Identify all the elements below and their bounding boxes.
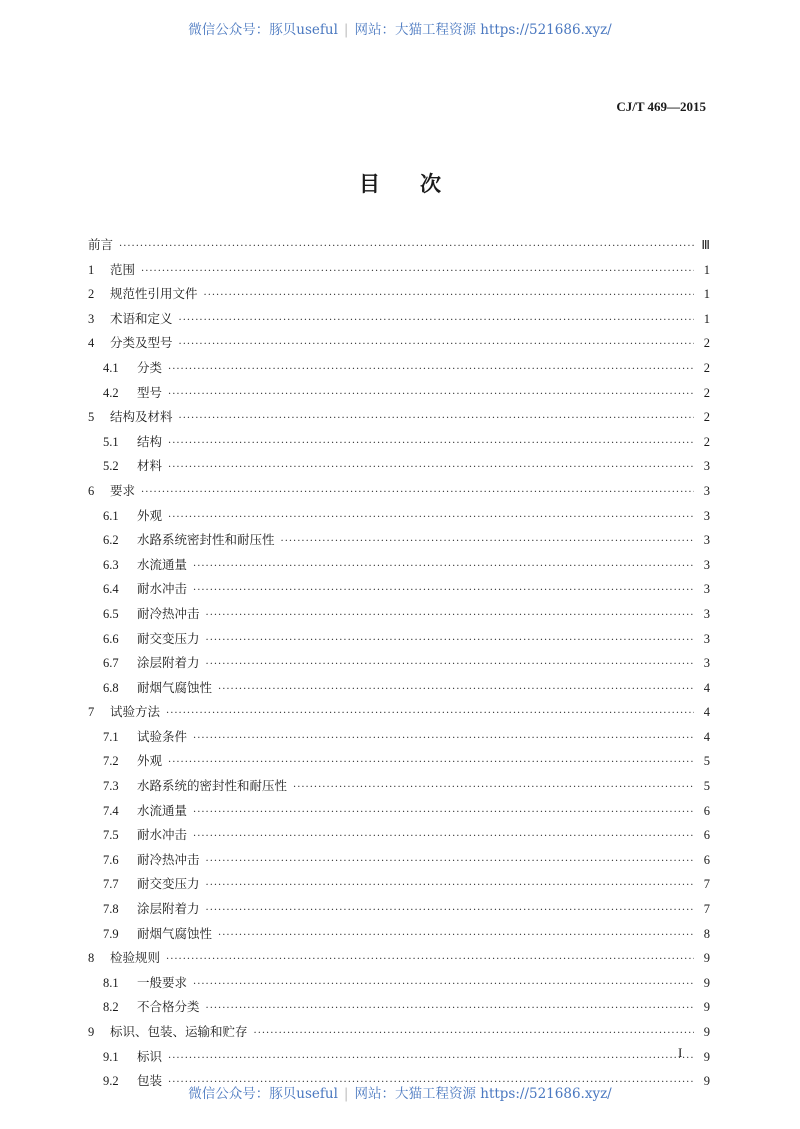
toc-entry-number: 7.9 bbox=[103, 926, 119, 941]
toc-entry[interactable] bbox=[88, 307, 710, 332]
toc-entry-title: 耐交变压力 bbox=[137, 876, 200, 892]
toc-entry-page: 8 bbox=[703, 926, 710, 941]
toc-entry[interactable] bbox=[88, 1045, 710, 1070]
toc-entry-title: 结构及材料 bbox=[110, 409, 173, 425]
toc-entry[interactable] bbox=[88, 725, 710, 750]
toc-entry-page: 9 bbox=[703, 1025, 710, 1039]
toc-entry-title: 水流通量 bbox=[137, 802, 188, 818]
toc-entry[interactable] bbox=[88, 995, 710, 1020]
toc-entry-title: 分类 bbox=[137, 359, 163, 375]
toc-dot-leader bbox=[168, 358, 694, 383]
toc-entry-number: 5 bbox=[88, 410, 95, 425]
toc-dot-leader bbox=[166, 702, 694, 727]
watermark-left: 微信公众号：豚贝useful bbox=[188, 1086, 338, 1102]
toc-entry-page: 2 bbox=[703, 385, 710, 400]
standard-code: CJ/T 469—2015 bbox=[616, 99, 706, 114]
toc-entry[interactable] bbox=[88, 971, 710, 996]
toc-entry-title: 涂层附着力 bbox=[137, 901, 200, 917]
toc-dot-leader bbox=[206, 653, 694, 678]
toc-entry-number: 1 bbox=[88, 262, 95, 277]
toc-entry[interactable] bbox=[88, 676, 710, 701]
toc-entry-title: 试验条件 bbox=[137, 728, 188, 744]
toc-entry[interactable] bbox=[88, 577, 710, 602]
toc-entry-title: 标识 bbox=[137, 1048, 163, 1064]
toc-entry-page: 3 bbox=[703, 459, 710, 474]
toc-entry[interactable] bbox=[88, 405, 710, 430]
toc-entry-title: 检验规则 bbox=[110, 950, 161, 966]
toc-entry-page: 6 bbox=[703, 852, 710, 867]
toc-dot-leader bbox=[206, 899, 694, 924]
toc-entry-number: 7.5 bbox=[103, 828, 119, 843]
toc-entry-title: 耐水冲击 bbox=[137, 581, 188, 597]
toc-entry[interactable] bbox=[88, 848, 710, 873]
toc-entry-title: 耐冷热冲击 bbox=[137, 605, 200, 621]
page-number: I bbox=[678, 1045, 683, 1060]
watermark-bottom bbox=[0, 1082, 800, 1102]
toc-entry-page: 1 bbox=[703, 311, 710, 326]
toc-entry[interactable] bbox=[88, 381, 710, 406]
toc-entry-number: 6.4 bbox=[103, 582, 119, 597]
toc-entry-title: 耐烟气腐蚀性 bbox=[137, 679, 213, 695]
toc-dot-leader bbox=[193, 825, 694, 850]
toc-dot-leader bbox=[281, 530, 694, 555]
toc-entry-page: 7 bbox=[703, 877, 710, 892]
toc-entry-page: 4 bbox=[703, 705, 710, 720]
toc-entry-number: 6 bbox=[88, 483, 95, 498]
toc-entry-number: 7.4 bbox=[103, 803, 119, 818]
toc-entry[interactable] bbox=[88, 233, 710, 258]
toc-entry-title: 要求 bbox=[110, 482, 136, 498]
watermark-right: 网站：大猫工程资源 https://521686.xyz/ bbox=[354, 1086, 612, 1102]
toc-entry-number: 8 bbox=[88, 951, 95, 966]
toc-dot-leader bbox=[206, 850, 694, 875]
toc-entry-number: 4 bbox=[88, 336, 95, 351]
toc-entry[interactable] bbox=[88, 922, 710, 947]
toc-entry-title: 一般要求 bbox=[137, 974, 188, 990]
toc-entry[interactable] bbox=[88, 1020, 710, 1045]
toc-entry-number: 7.3 bbox=[103, 779, 119, 794]
page-title: 目次 bbox=[359, 171, 481, 196]
toc-dot-leader bbox=[206, 874, 694, 899]
toc-entry-title: 结构 bbox=[137, 433, 163, 449]
toc-entry[interactable] bbox=[88, 651, 710, 676]
toc-entry[interactable] bbox=[88, 897, 710, 922]
toc-dot-leader bbox=[193, 801, 694, 826]
toc-entry-title: 包装 bbox=[137, 1073, 163, 1089]
toc-entry-title: 前言 bbox=[88, 237, 114, 252]
toc-entry[interactable] bbox=[88, 258, 710, 283]
watermark-separator: | bbox=[343, 1086, 349, 1102]
toc-entry-page: 3 bbox=[703, 656, 710, 671]
toc-entry[interactable] bbox=[88, 430, 710, 455]
toc-entry-page: 5 bbox=[703, 779, 710, 794]
toc-entry-page: 1 bbox=[703, 287, 710, 302]
toc-entry[interactable] bbox=[88, 799, 710, 824]
toc-entry-page: Ⅲ bbox=[701, 238, 710, 252]
toc-entry[interactable] bbox=[88, 331, 710, 356]
toc-dot-leader bbox=[193, 579, 694, 604]
toc-dot-leader bbox=[179, 407, 694, 432]
toc-entry-number: 9.1 bbox=[103, 1049, 119, 1064]
toc-entry-title: 水流通量 bbox=[137, 556, 188, 572]
watermark-right: 网站：大猫工程资源 https://521686.xyz/ bbox=[354, 22, 612, 38]
toc-entry[interactable] bbox=[88, 774, 710, 799]
toc-entry-page: 3 bbox=[703, 606, 710, 621]
toc-dot-leader bbox=[193, 973, 694, 998]
toc-entry-number: 6.8 bbox=[103, 680, 119, 695]
toc-entry-title: 不合格分类 bbox=[137, 999, 200, 1015]
toc-entry-title: 水路系统密封性和耐压性 bbox=[137, 532, 275, 548]
toc-entry[interactable] bbox=[88, 700, 710, 725]
toc-entry-number: 5.2 bbox=[103, 459, 119, 474]
toc-entry-title: 材料 bbox=[137, 458, 163, 474]
toc-entry-number: 6.2 bbox=[103, 533, 119, 548]
toc-dot-leader bbox=[168, 1047, 694, 1072]
toc-dot-leader bbox=[179, 309, 694, 334]
toc-entry-title: 耐水冲击 bbox=[137, 827, 188, 843]
toc-entry-title: 外观 bbox=[137, 753, 163, 769]
toc-entry-number: 8.2 bbox=[103, 1000, 119, 1015]
toc-entry-number: 6.5 bbox=[103, 606, 119, 621]
toc-dot-leader bbox=[204, 284, 694, 309]
toc-entry-page: 3 bbox=[703, 557, 710, 572]
toc-entry-number: 9 bbox=[88, 1025, 95, 1039]
toc-entry-number: 6.1 bbox=[103, 508, 119, 523]
toc-entry-number: 7.6 bbox=[103, 852, 119, 867]
toc-dot-leader bbox=[168, 432, 694, 457]
toc-entry-number: 6.3 bbox=[103, 557, 119, 572]
toc-entry-title: 型号 bbox=[137, 384, 163, 400]
toc-entry-title: 试验方法 bbox=[110, 704, 161, 720]
toc-entry-page: 9 bbox=[703, 1049, 710, 1064]
toc-dot-leader bbox=[168, 506, 694, 531]
toc-dot-leader bbox=[293, 776, 694, 801]
toc-dot-leader bbox=[206, 997, 694, 1022]
toc-entry-number: 2 bbox=[88, 287, 95, 302]
toc-entry[interactable] bbox=[88, 627, 710, 652]
toc-entry[interactable] bbox=[88, 872, 710, 897]
toc-entry-page: 9 bbox=[703, 975, 710, 990]
toc-entry-number: 7.7 bbox=[103, 877, 119, 892]
toc-entry[interactable] bbox=[88, 282, 710, 307]
toc-entry[interactable] bbox=[88, 454, 710, 479]
toc-entry-number: 4.2 bbox=[103, 385, 119, 400]
toc-entry-page: 9 bbox=[703, 1000, 710, 1015]
toc-entry-page: 1 bbox=[703, 262, 710, 277]
toc-dot-leader bbox=[141, 260, 694, 285]
watermark-top bbox=[0, 18, 800, 38]
toc-entry-title: 耐交变压力 bbox=[137, 630, 200, 646]
toc-dot-leader bbox=[193, 727, 694, 752]
toc-entry-page: 3 bbox=[703, 582, 710, 597]
toc-entry-number: 8.1 bbox=[103, 975, 119, 990]
toc-entry[interactable] bbox=[88, 504, 710, 529]
toc-dot-leader bbox=[168, 751, 694, 776]
toc-entry-title: 术语和定义 bbox=[110, 310, 173, 326]
toc-dot-leader bbox=[168, 456, 694, 481]
toc-entry-page: 5 bbox=[703, 754, 710, 769]
toc-dot-leader bbox=[193, 555, 694, 580]
toc-entry-title: 外观 bbox=[137, 507, 163, 523]
toc-entry-page: 3 bbox=[703, 508, 710, 523]
watermark-separator: | bbox=[343, 22, 349, 38]
toc-entry-title: 耐烟气腐蚀性 bbox=[137, 925, 213, 941]
toc-entry[interactable] bbox=[88, 946, 710, 971]
toc-entry-number: 7.8 bbox=[103, 902, 119, 917]
toc-dot-leader bbox=[166, 948, 694, 973]
toc-entry-title: 水路系统的密封性和耐压性 bbox=[137, 778, 288, 794]
toc-entry-page: 4 bbox=[703, 729, 710, 744]
toc-entry-number: 6.7 bbox=[103, 656, 119, 671]
toc-entry-page: 3 bbox=[703, 483, 710, 498]
toc-entry-number: 7 bbox=[88, 705, 95, 720]
toc-entry-title: 规范性引用文件 bbox=[110, 286, 198, 302]
toc-dot-leader bbox=[206, 604, 694, 629]
toc-dot-leader bbox=[206, 629, 694, 654]
table-of-contents bbox=[88, 233, 710, 1094]
toc-entry-number: 9.2 bbox=[103, 1074, 119, 1089]
toc-entry[interactable] bbox=[88, 749, 710, 774]
toc-entry-number: 5.1 bbox=[103, 434, 119, 449]
toc-entry[interactable] bbox=[88, 356, 710, 381]
toc-entry-number: 4.1 bbox=[103, 360, 119, 375]
toc-entry[interactable] bbox=[88, 528, 710, 553]
toc-entry-page: 6 bbox=[703, 828, 710, 843]
toc-entry-number: 6.6 bbox=[103, 631, 119, 646]
toc-entry-title: 耐冷热冲击 bbox=[137, 851, 200, 867]
toc-entry-page: 2 bbox=[703, 360, 710, 375]
toc-entry-page: 6 bbox=[703, 803, 710, 818]
toc-entry-number: 7.2 bbox=[103, 754, 119, 769]
watermark-left: 微信公众号：豚贝useful bbox=[188, 22, 338, 38]
toc-entry-page: 9 bbox=[703, 951, 710, 966]
toc-entry-title: 标识、包装、运输和贮存 bbox=[110, 1024, 248, 1039]
toc-entry-number: 7.1 bbox=[103, 729, 119, 744]
toc-entry-title: 分类及型号 bbox=[110, 335, 173, 351]
toc-dot-leader bbox=[179, 333, 694, 358]
toc-dot-leader bbox=[119, 235, 694, 260]
toc-entry-page: 2 bbox=[703, 410, 710, 425]
toc-dot-leader bbox=[218, 924, 694, 949]
toc-dot-leader bbox=[254, 1022, 694, 1047]
toc-entry-page: 3 bbox=[703, 631, 710, 646]
toc-dot-leader bbox=[141, 481, 694, 506]
toc-entry-number: 3 bbox=[88, 311, 95, 326]
toc-entry[interactable] bbox=[88, 553, 710, 578]
toc-entry-page: 2 bbox=[703, 434, 710, 449]
toc-entry[interactable] bbox=[88, 602, 710, 627]
toc-dot-leader bbox=[168, 383, 694, 408]
toc-entry-page: 2 bbox=[703, 336, 710, 351]
toc-entry-page: 4 bbox=[703, 680, 710, 695]
toc-entry[interactable] bbox=[88, 823, 710, 848]
toc-entry-title: 涂层附着力 bbox=[137, 655, 200, 671]
toc-entry-page: 9 bbox=[703, 1074, 710, 1089]
toc-entry-page: 7 bbox=[703, 902, 710, 917]
toc-entry-page: 3 bbox=[703, 533, 710, 548]
toc-entry[interactable] bbox=[88, 479, 710, 504]
toc-dot-leader bbox=[218, 678, 694, 703]
toc-entry-title: 范围 bbox=[110, 261, 136, 277]
